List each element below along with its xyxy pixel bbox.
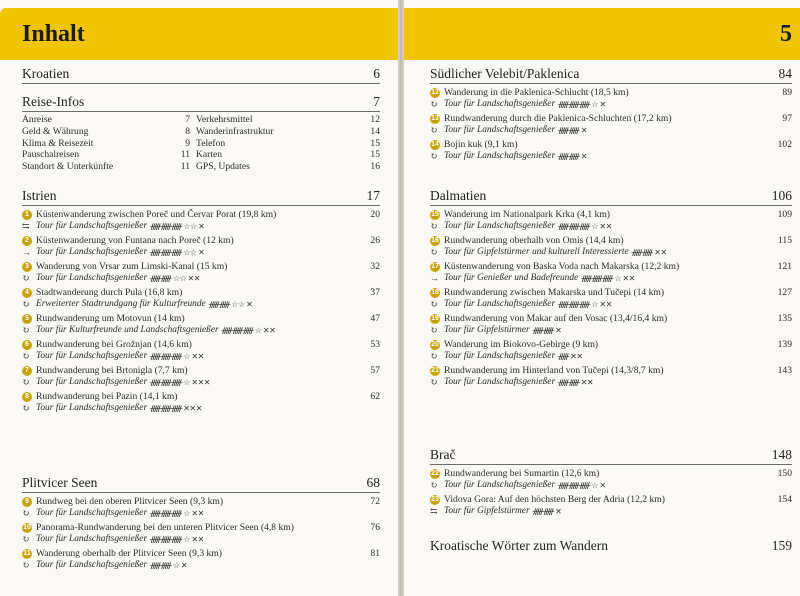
tour-list (430, 87, 792, 162)
tour-subtitle: Tour für Landschaftsgenießer (36, 272, 148, 283)
grid-item-label: Anreise (22, 114, 52, 125)
tour-number-badge: 15 (431, 210, 439, 218)
tour-entry[interactable] (430, 87, 792, 110)
tour-page: 57 (370, 365, 380, 376)
tour-number-badge: 1 (22, 210, 32, 220)
tour-subtitle: Tour für Landschaftsgenießer (444, 479, 556, 490)
rating-symbols-icon: ᚏᚏᚏ ☆ ✕ (558, 99, 606, 109)
tour-entry[interactable] (22, 339, 380, 362)
tour-subtitle: Tour für Landschaftsgenießer (444, 98, 556, 109)
route-type-icon: ↻ (430, 98, 438, 109)
tour-subtitle: Tour für Landschaftsgenießer (444, 124, 556, 135)
section-page: 68 (366, 475, 380, 490)
tour-number-badge: 2 (22, 236, 32, 246)
grid-item-page: 11 (180, 149, 190, 161)
section-plitvice (22, 475, 380, 571)
tour-number-badge: 20 (431, 340, 439, 348)
tour-title: Wanderung in die Paklenica-Schlucht (18,5 km) (444, 87, 629, 98)
tour-title: Rundwanderung bei Sumartin (12,6 km) (444, 468, 600, 479)
rating-symbols-icon: ᚏᚏᚏ ✕✕✕ (150, 403, 202, 413)
tour-number-badge: 10 (23, 523, 31, 531)
left-page (0, 0, 398, 596)
tour-subtitle: Tour für Landschaftsgenießer (444, 376, 556, 387)
tour-subtitle: Tour für Landschaftsgenießer (36, 350, 148, 361)
grid-item-label: Karten (196, 149, 223, 161)
tour-page: 154 (777, 494, 792, 505)
tour-page: 139 (777, 339, 792, 350)
rating-symbols-icon: ᚏᚏᚏ ☆ ✕✕ (150, 534, 204, 544)
tour-entry[interactable] (430, 235, 792, 258)
reise-infos-grid (22, 114, 380, 173)
tour-number-badge: 7 (22, 366, 32, 376)
rating-symbols-icon: ᚏ ✕✕ (558, 351, 583, 361)
tour-subtitle: Tour für Gipfelstürmer (444, 505, 530, 516)
tour-entry[interactable] (430, 313, 792, 336)
tour-page: 26 (370, 235, 380, 246)
grid-item-label: Standort & Unterkünfte (22, 161, 114, 173)
tour-entry[interactable] (430, 113, 792, 136)
tour-title: Wanderung im Nationalpark Krka (4,1 km) (444, 209, 611, 220)
section-page: 159 (771, 538, 792, 553)
tour-subtitle: Tour für Landschaftsgenießer (444, 298, 556, 309)
route-type-icon: ↻ (22, 272, 30, 283)
grid-item-page: 11 (180, 161, 190, 173)
tour-title: Rundwanderung bei Brtonigla (7,7 km) (36, 365, 188, 376)
tour-list (430, 468, 792, 517)
section-label: Kroatische Wörter zum Wandern (430, 538, 608, 553)
grid-item-label: Geld & Währung (22, 125, 89, 137)
tour-title: Rundwanderung von Makar auf den Vosac (13,4/16,4 km) (444, 313, 668, 324)
grid-item-label: GPS, Updates (196, 161, 250, 173)
tour-title: Stadtwanderung durch Pula (16,8 km) (36, 287, 183, 298)
tour-entry[interactable] (22, 261, 380, 284)
tour-number-badge: 21 (431, 366, 439, 374)
tour-page: 143 (777, 365, 792, 376)
tour-list (430, 209, 792, 388)
grid-item-label: Pauschalreisen (22, 149, 80, 161)
tour-number-badge: 5 (22, 314, 32, 324)
tour-subtitle: Tour für Landschaftsgenießer (36, 220, 148, 231)
tour-number-badge: 3 (22, 262, 32, 272)
tour-entry[interactable] (22, 548, 380, 571)
rating-symbols-icon: ᚏᚏᚏ ☆ ✕✕ (558, 299, 612, 309)
rating-symbols-icon: ᚏᚏ ☆☆ ✕ (208, 299, 253, 309)
tour-entry[interactable] (22, 287, 380, 310)
route-type-icon: ↻ (430, 350, 438, 361)
tour-entry[interactable] (430, 139, 792, 162)
rating-symbols-icon: ᚏᚏᚏ ☆ ✕✕✕ (150, 377, 210, 387)
rating-symbols-icon: ᚏᚏ ✕✕ (558, 377, 594, 387)
right-page (404, 0, 800, 596)
section-velebit (430, 66, 792, 162)
tour-list (22, 209, 380, 414)
grid-item-label: Telefon (196, 137, 226, 149)
rating-symbols-icon: ᚏᚏ ✕✕ (631, 247, 667, 257)
rating-symbols-icon: ᚏᚏᚏ ☆ ✕✕ (150, 508, 204, 518)
tour-subtitle: Erweiterter Stadtrundgang für Kulturfreunde (36, 298, 206, 309)
tour-subtitle: Tour für Gipfelstürmer und kulturell Interessierte (444, 246, 629, 257)
tour-title: Wanderung oberhalb der Plitvicer Seen (9,3 km) (36, 548, 222, 559)
tour-page: 47 (370, 313, 380, 324)
section-page: 84 (778, 66, 792, 81)
tour-page: 102 (777, 139, 792, 150)
tour-entry[interactable] (22, 522, 380, 545)
route-type-icon: ↻ (430, 220, 438, 231)
tour-number-badge: 11 (23, 549, 31, 557)
rating-symbols-icon: ᚏᚏ ☆ ✕ (150, 560, 188, 570)
rating-symbols-icon: ᚏᚏ ✕ (558, 151, 587, 161)
section-label: Kroatien (22, 66, 70, 81)
tour-page: 115 (777, 235, 792, 246)
route-type-icon: ↻ (430, 376, 438, 387)
tour-number-badge: 6 (22, 340, 32, 350)
tour-subtitle: Tour für Genießer und Badefreunde (444, 272, 579, 283)
tour-entry[interactable] (22, 496, 380, 519)
rating-symbols-icon: ᚏᚏᚏ ☆ ✕ (558, 480, 606, 490)
tour-title: Küstenwanderung von Funtana nach Poreč (12 km) (36, 235, 234, 246)
tour-title: Bojin kuk (9,1 km) (444, 139, 518, 150)
rating-symbols-icon: ᚏᚏ ✕ (532, 325, 562, 335)
section-page: 106 (771, 188, 792, 203)
tour-page: 37 (370, 287, 380, 298)
route-type-icon: → (22, 246, 31, 257)
route-type-icon: ↻ (22, 402, 30, 413)
tour-title: Rundweg bei den oberen Plitvicer Seen (9,3 km) (36, 496, 224, 507)
grid-item-page: 15 (370, 149, 380, 161)
route-type-icon: ⇆ (22, 220, 30, 231)
tour-subtitle: Tour für Landschaftsgenießer (444, 350, 556, 361)
rating-symbols-icon: ᚏᚏᚏ ☆ ✕✕ (581, 273, 635, 283)
tour-entry[interactable] (430, 468, 792, 491)
section-label: Brač (430, 447, 456, 462)
rating-symbols-icon: ᚏᚏ ✕ (558, 125, 587, 135)
section-brac (430, 447, 792, 517)
tour-number-badge: 18 (431, 288, 439, 296)
route-type-icon: ↻ (430, 246, 438, 257)
rating-symbols-icon: ᚏᚏᚏ ☆ ✕✕ (558, 221, 612, 231)
section-label: Dalmatien (430, 188, 487, 203)
section-label: Istrien (22, 188, 57, 203)
tour-entry[interactable] (430, 209, 792, 232)
route-type-icon: ↻ (22, 350, 30, 361)
route-type-icon: ↻ (22, 376, 30, 387)
tour-title: Rundwanderung zwischen Makarska und Tučepi (14 km) (444, 287, 665, 298)
tour-number-badge: 22 (431, 469, 439, 477)
rating-symbols-icon: ᚏᚏᚏ ☆ ✕✕ (221, 325, 276, 335)
page-title: Inhalt (22, 21, 85, 47)
tour-title: Rundwanderung im Hinterland von Tučepi (14,3/8,7 km) (444, 365, 664, 376)
tour-title: Rundwanderung oberhalb von Omis (14,4 km) (444, 235, 624, 246)
tour-entry[interactable] (430, 287, 792, 310)
section-page: 148 (771, 447, 792, 462)
tour-entry[interactable] (22, 391, 380, 414)
tour-entry[interactable] (22, 235, 380, 258)
tour-page: 135 (777, 313, 792, 324)
tour-number-badge: 12 (431, 88, 439, 96)
tour-title: Küstenwanderung zwischen Poreč und Červar Porat (19,8 km) (36, 209, 277, 220)
tour-number-badge: 13 (431, 114, 439, 122)
tour-subtitle: Tour für Kulturfreunde und Landschaftsgenießer (36, 324, 219, 335)
grid-item-page: 15 (370, 137, 380, 149)
tour-title: Küstenwanderung von Baska Voda nach Makarska (12,2 km) (444, 261, 680, 272)
tour-page: 121 (777, 261, 792, 272)
tour-page: 72 (370, 496, 380, 507)
section-label: Reise-Infos (22, 94, 85, 109)
tour-entry[interactable] (430, 339, 792, 362)
tour-title: Wanderung im Biokovo-Gebirge (9 km) (444, 339, 599, 350)
tour-page: 76 (370, 522, 380, 533)
header-band (0, 8, 398, 60)
tour-number-badge: 4 (22, 288, 32, 298)
route-type-icon: → (430, 272, 439, 283)
grid-item-page: 16 (370, 161, 380, 173)
tour-number-badge: 17 (431, 262, 439, 270)
section-label: Plitvicer Seen (22, 475, 98, 490)
tour-title: Panorama-Rundwanderung bei den unteren Plitvicer Seen (4,8 km) (36, 522, 294, 533)
header-band (404, 8, 800, 60)
rating-symbols-icon: ᚏᚏᚏ ☆☆ ✕ (150, 221, 205, 231)
section-page: 7 (373, 94, 380, 109)
tour-page: 97 (782, 113, 792, 124)
tour-subtitle: Tour für Landschaftsgenießer (36, 533, 148, 544)
route-type-icon: ⇆ (430, 505, 438, 516)
rating-symbols-icon: ᚏᚏ ✕ (532, 506, 562, 516)
tour-page: 109 (777, 209, 792, 220)
section-dalmatien (430, 188, 792, 388)
route-type-icon: ↻ (22, 324, 30, 335)
tour-number-badge: 14 (431, 140, 439, 148)
grid-item-page: 8 (185, 125, 190, 137)
section-istrien (22, 188, 380, 414)
rating-symbols-icon: ᚏᚏ ☆☆ ✕✕ (150, 273, 200, 283)
route-type-icon: ↻ (22, 507, 30, 518)
route-type-icon: ↻ (22, 559, 30, 570)
tour-title: Wanderung von Vrsar zum Limski-Kanal (15 km) (36, 261, 228, 272)
rating-symbols-icon: ᚏᚏᚏ ☆ ✕✕ (150, 351, 204, 361)
tour-page: 89 (782, 87, 792, 98)
tour-subtitle: Tour für Landschaftsgenießer (36, 559, 148, 570)
route-type-icon: ↻ (430, 124, 438, 135)
tour-entry[interactable] (430, 494, 792, 517)
tour-subtitle: Tour für Landschaftsgenießer (444, 150, 556, 161)
route-type-icon: ↻ (430, 324, 438, 335)
tour-number-badge: 9 (22, 497, 32, 507)
grid-item-page: 14 (370, 125, 380, 137)
tour-page: 62 (370, 391, 380, 402)
section-page: 6 (373, 66, 380, 81)
tour-number-badge: 8 (22, 392, 32, 402)
tour-title: Rundwanderung bei Pazin (14,1 km) (36, 391, 178, 402)
tour-title: Vidova Gora: Auf den höchsten Berg der Adria (12,2 km) (444, 494, 665, 505)
tour-entry[interactable] (430, 261, 792, 284)
tour-page: 127 (777, 287, 792, 298)
tour-title: Rundwanderung bei Grožnjan (14,6 km) (36, 339, 192, 350)
tour-subtitle: Tour für Gipfelstürmer (444, 324, 530, 335)
grid-item-label: Verkehrsmittel (196, 114, 253, 125)
tour-entry[interactable] (430, 365, 792, 388)
tour-page: 53 (370, 339, 380, 350)
tour-page: 32 (370, 261, 380, 272)
tour-page: 81 (370, 548, 380, 559)
route-type-icon: ↻ (430, 479, 438, 490)
grid-item-page: 12 (370, 114, 380, 125)
tour-subtitle: Tour für Landschaftsgenießer (444, 220, 556, 231)
section-page: 17 (366, 188, 380, 203)
section-label: Südlicher Velebit/Paklenica (430, 66, 580, 81)
tour-title: Rundwanderung um Motovun (14 km) (36, 313, 185, 324)
tour-subtitle: Tour für Landschaftsgenießer (36, 507, 148, 518)
route-type-icon: ↻ (430, 150, 438, 161)
section-kroatien[interactable] (22, 66, 380, 84)
tour-title: Rundwanderung durch die Paklenica-Schluchten (17,2 km) (444, 113, 672, 124)
section-reise-infos (22, 94, 380, 173)
tour-number-badge: 19 (431, 314, 439, 322)
tour-entry[interactable] (22, 365, 380, 388)
rating-symbols-icon: ᚏᚏᚏ ☆☆ ✕ (150, 247, 205, 257)
route-type-icon: ↻ (22, 533, 30, 544)
page-number: 5 (780, 21, 792, 47)
tour-number-badge: 16 (431, 236, 439, 244)
tour-page: 150 (777, 468, 792, 479)
tour-subtitle: Tour für Landschaftsgenießer (36, 246, 148, 257)
tour-number-badge: 23 (431, 495, 439, 503)
tour-subtitle: Tour für Landschaftsgenießer (36, 376, 148, 387)
route-type-icon: ↻ (430, 298, 438, 309)
grid-item-label: Wanderinfrastruktur (196, 125, 274, 137)
tour-list (22, 496, 380, 571)
grid-item-label: Klima & Reisezeit (22, 137, 94, 149)
tour-entry[interactable] (22, 209, 380, 232)
route-type-icon: ↻ (22, 298, 30, 309)
tour-entry[interactable] (22, 313, 380, 336)
grid-item-page: 9 (185, 137, 190, 149)
tour-page: 20 (370, 209, 380, 220)
tour-subtitle: Tour für Landschaftsgenießer (36, 402, 148, 413)
section-woerter[interactable] (430, 538, 792, 555)
grid-item-page: 7 (185, 114, 190, 125)
